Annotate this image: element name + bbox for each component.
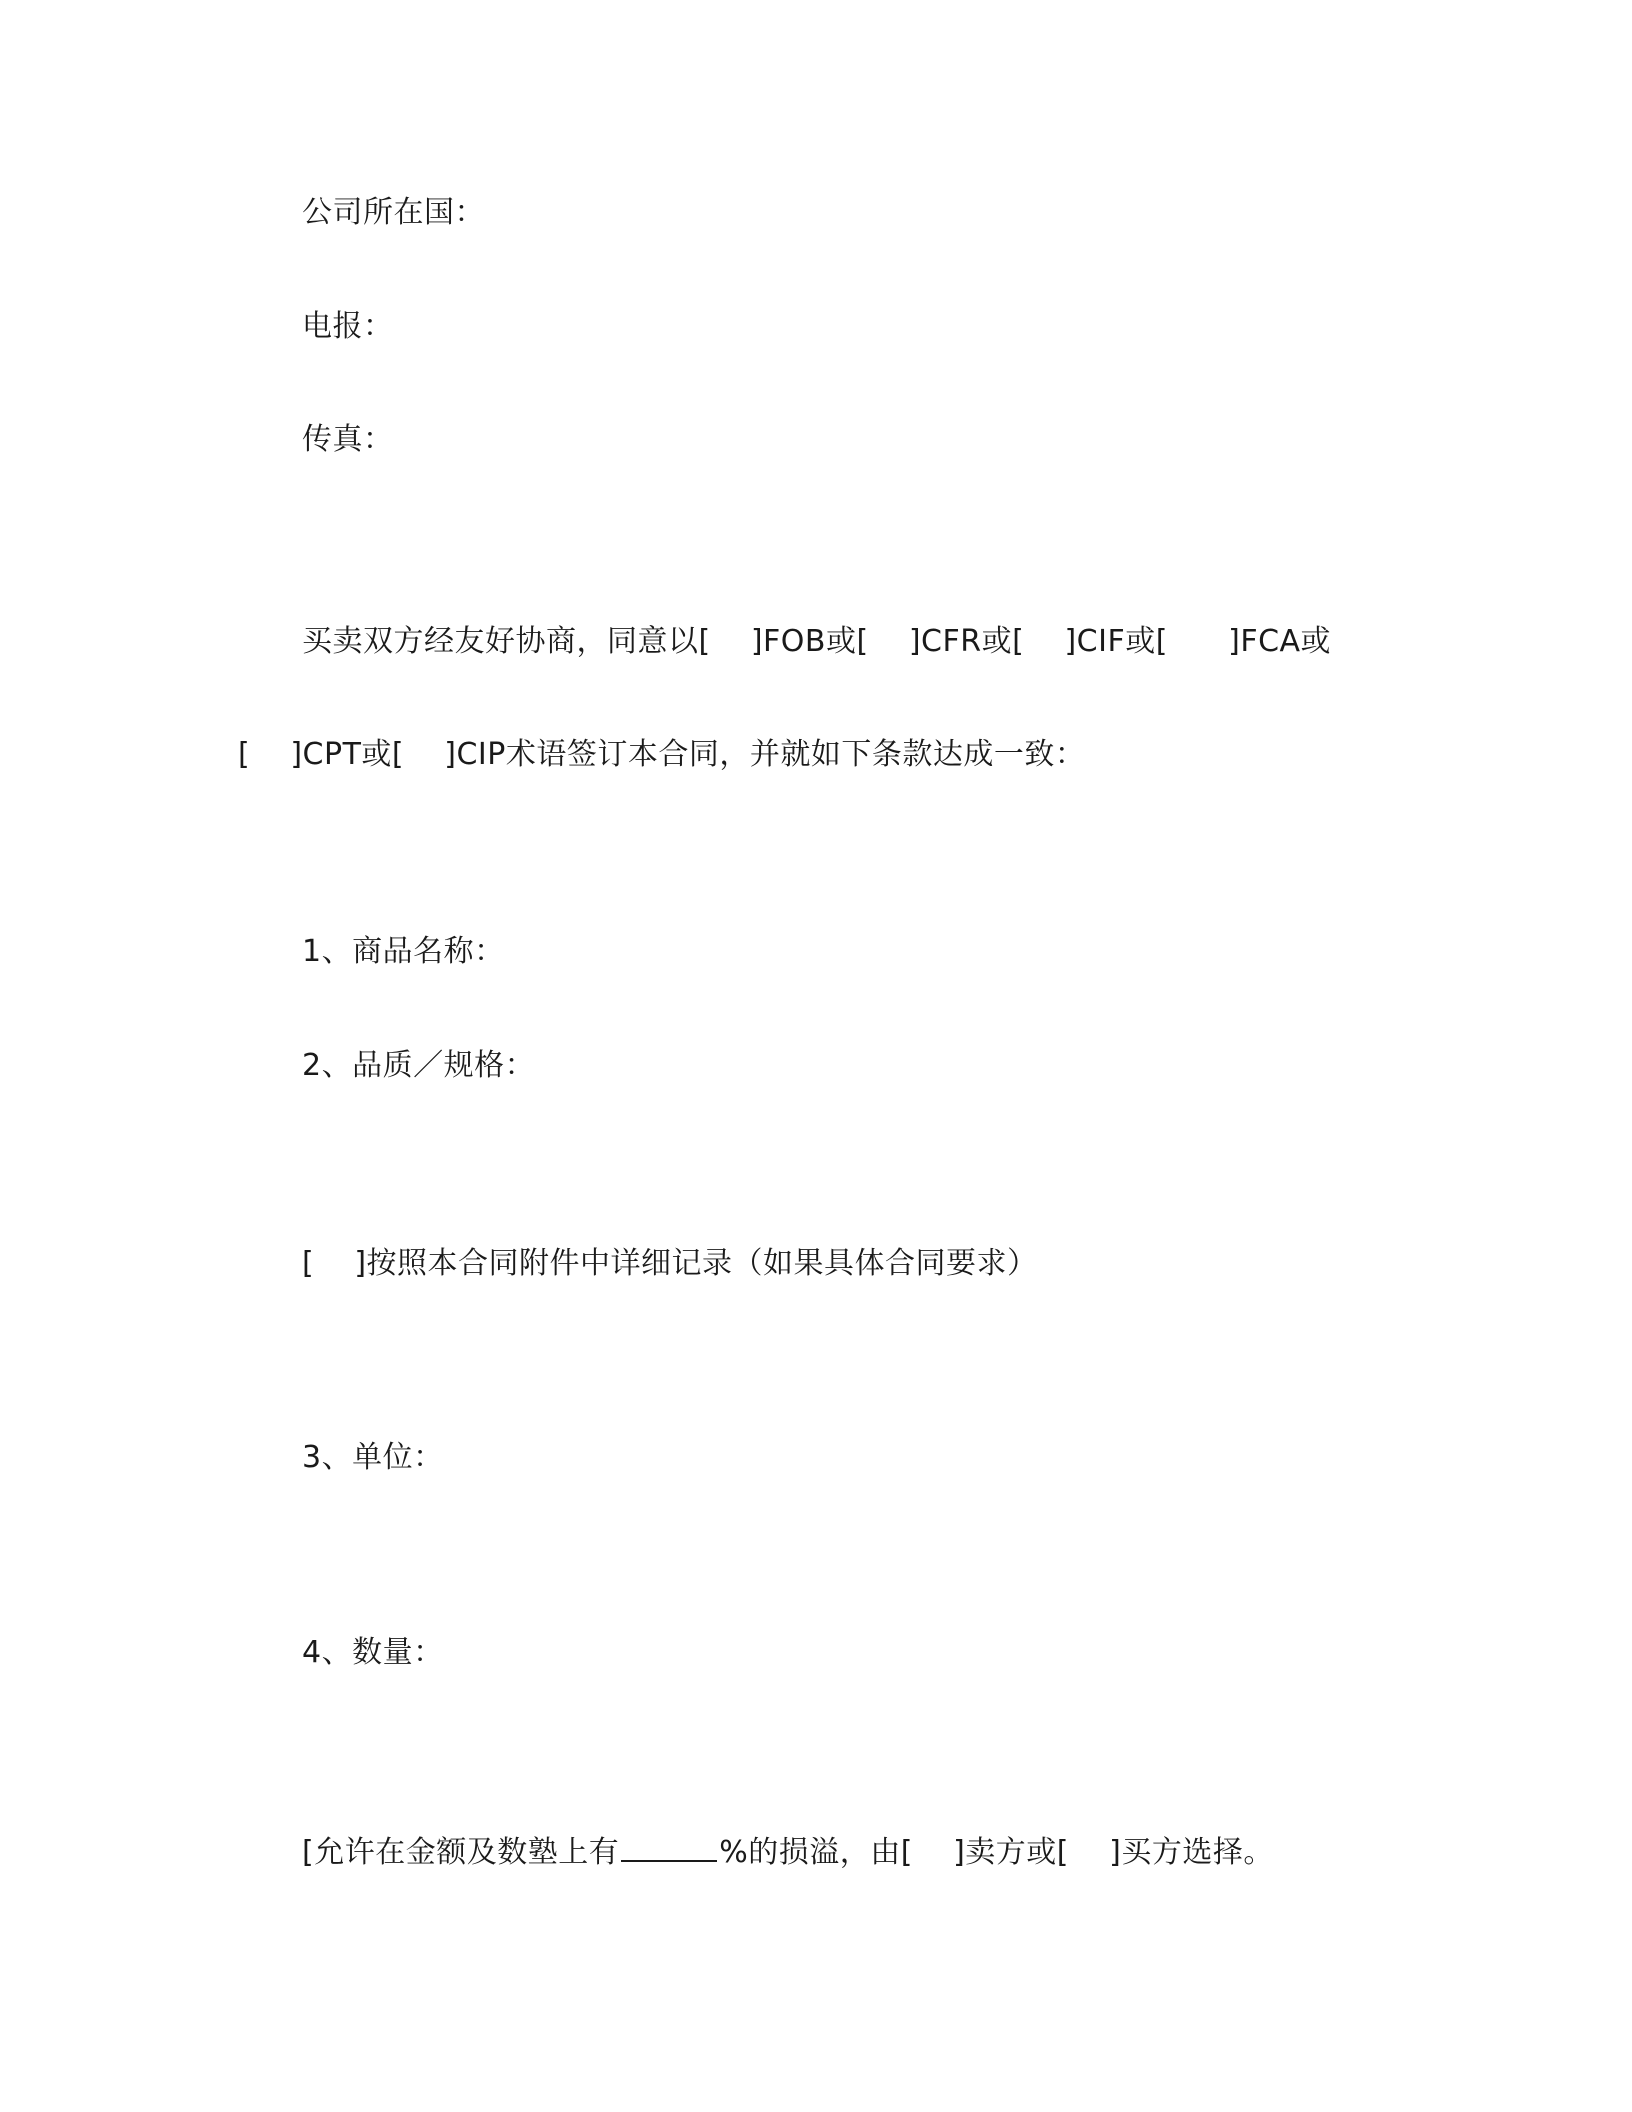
- tolerance-suffix: %的损溢，由[ ]卖方或[ ]买方选择。: [719, 1835, 1274, 1870]
- item-1-product-name: 1、商品名称：: [302, 934, 505, 969]
- item-3-unit: 3、单位：: [302, 1440, 444, 1475]
- item-4-quantity: 4、数量：: [302, 1635, 444, 1670]
- fax-label: 传真：: [302, 422, 394, 457]
- attachment-reference: [ ]按照本合同附件中详细记录（如果具体合同要求）: [302, 1246, 1038, 1281]
- agreement-text-line-1: 买卖双方经友好协商，同意以[ ]FOB或[ ]CFR或[ ]CIF或[ ]FCA或: [302, 624, 1332, 659]
- item-2-quality-spec: 2、品质／规格：: [302, 1048, 536, 1083]
- tolerance-clause: [302, 1830, 1274, 1873]
- tolerance-percent-blank: [621, 1830, 717, 1862]
- agreement-text-line-2: [ ]CPT或[ ]CIP术语签订本合同，并就如下条款达成一致：: [238, 737, 1086, 772]
- tolerance-prefix: [允许在金额及数塾上有: [302, 1835, 620, 1870]
- company-country-label: 公司所在国：: [302, 195, 485, 230]
- telegram-label: 电报：: [302, 309, 394, 344]
